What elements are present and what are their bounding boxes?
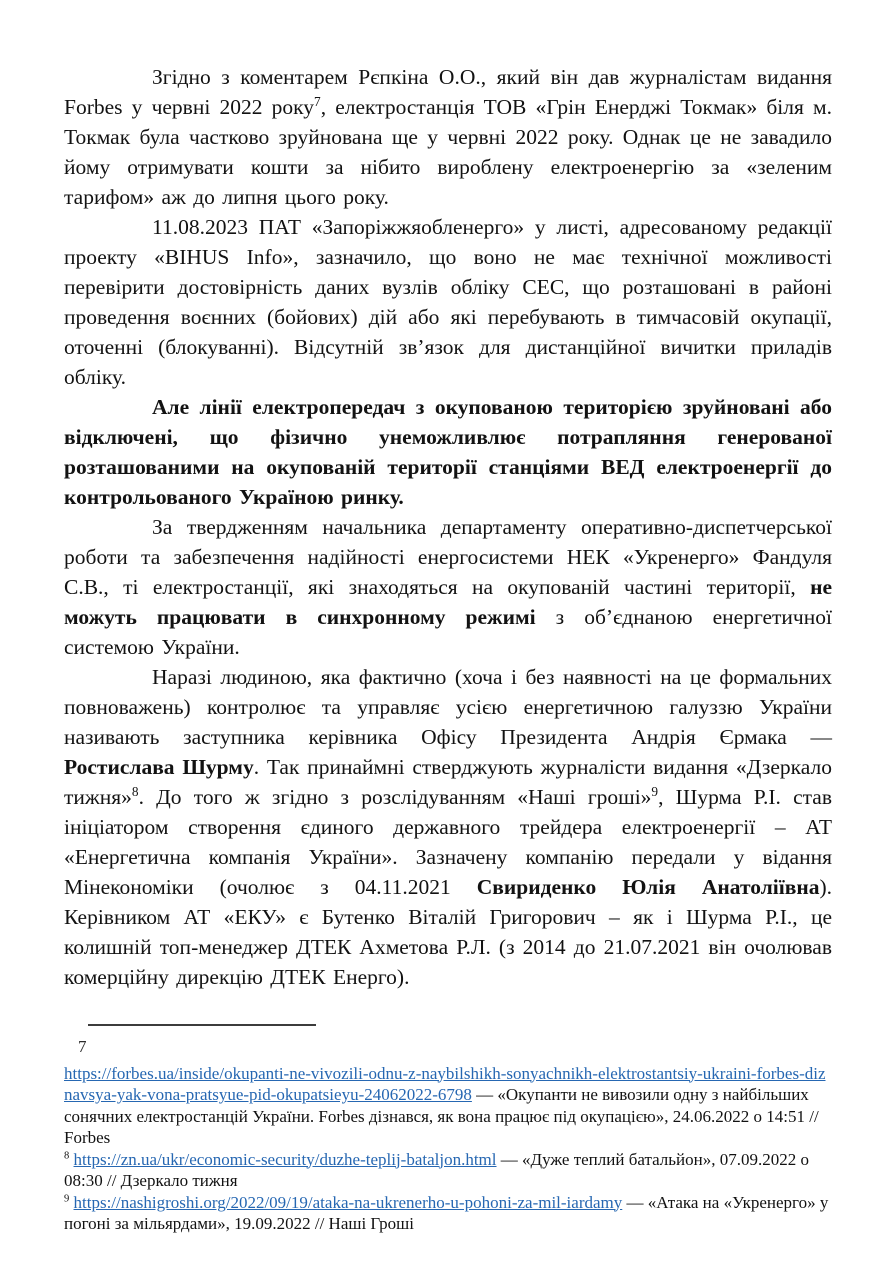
text-run: — «Дуже теплий батальйон», 07.09.2022 о 08:30 // Дзеркало тижня	[64, 1149, 809, 1190]
text-run: За твердженням начальника департаменту оперативно-диспетчерської роботи та забезпечення надійності енергосистеми НЕК «Укренерго» Фандуля С.В., ті електростанції, які знаходяться на окупованій частині території,	[64, 515, 832, 599]
footnote-ref: 8	[131, 783, 139, 799]
footnote-marker: 9	[64, 1192, 70, 1204]
footnote-marker: 7	[78, 1037, 87, 1056]
paragraph	[64, 212, 832, 392]
hyperlink[interactable]: https://forbes.ua/inside/okupanti-ne-vivozili-odnu-z-naybilshikh-sonyachnikh-elektrostantsiy-ukraini-forbes-diznavsya-yak-vona-pratsyue-pid-okupatsieyu-24062022-6798	[64, 1063, 826, 1104]
text-run: , електростанція ТОВ «Грін Енерджі Токмак» біля м. Токмак була частково зруйнована ще у червні 2022 року. Однак це не завадило йому отримувати кошти за нібито вироблену електроенергію за «зеленим тарифом» аж до липня цього року.	[64, 95, 833, 209]
bold-text: Але лінії електропередач з окупованою територією зруйновані або відключені, що фізично унеможливлює потрапляння генерованої розташованими на окупованій території станціями ВЕД електроенергії до контрольованого Україною ринку.	[64, 395, 832, 509]
text-run: 11.08.2023 ПАТ «Запоріжжяобленерго» у листі, адресованому редакції проекту «BIHUS Info», зазначило, що воно не має технічної можливості перевірити достовірність даних вузлів обліку СЕС, що розташовані в районі проведення воєнних (бойових) дій або які перебувають в тимчасовій окупації, оточенні (блокуванні). Відсутній зв’язок для дистанційної вичитки приладів обліку.	[64, 215, 832, 389]
text-run: . До того ж згідно з розслідуванням «Наші гроші»	[138, 785, 652, 809]
text-run: з об’єднаною енергетичної системою України.	[64, 605, 832, 659]
footnote-item	[64, 1036, 832, 1149]
text-run: , Шурма Р.І. став ініціатором створення єдиного державного трейдера електроенергії – АТ «Енергетична компанія України». Зазначену компанію передали у відання Мінекономіки (очолює з 04.11.2021	[64, 785, 832, 899]
text-run: ). Керівником АТ «ЕКУ» є Бутенко Віталій Григорович – як і Шурма Р.І., це колишній топ-менеджер ДТЕК Ахметова Р.Л. (з 2014 до 21.07.2021 він очолював комерційну дирекцію ДТЕК Енерго).	[64, 875, 832, 989]
footnote-ref: 9	[651, 783, 659, 799]
footnote-ref: 7	[314, 93, 321, 109]
footnote-marker: 8	[64, 1149, 70, 1161]
text-run: . Так принаймні стверджують журналісти видання «Дзеркало тижня»	[64, 755, 832, 809]
hyperlink[interactable]: https://zn.ua/ukr/economic-security/duzhe-teplij-bataljon.html	[73, 1149, 497, 1169]
bold-text: не можуть працювати в синхронному режимі	[64, 575, 832, 629]
text-run: Згідно з коментарем Рєпкіна О.О., який він дав журналістам видання Forbes у червні 2022 року	[64, 65, 832, 119]
footnote-item	[64, 1192, 832, 1235]
footnote-item	[64, 1149, 832, 1192]
hyperlink[interactable]: https://nashigroshi.org/2022/09/19/ataka-na-ukrenerho-u-pohoni-za-mil-iardamy	[73, 1192, 623, 1212]
footnotes-list	[64, 1036, 832, 1235]
bold-text: Ростислава Шурму	[64, 755, 254, 779]
footnote-separator	[88, 1024, 316, 1026]
bold-text: Свириденко Юлія Анатоліївна	[476, 875, 820, 899]
footnotes-section	[64, 1012, 832, 1235]
paragraph	[64, 662, 832, 992]
paragraph	[64, 62, 832, 212]
paragraph	[64, 392, 832, 512]
text-run: — «Окупанти не вивозили одну з найбільших сонячних електростанцій України. Forbes дізнався, як вона працює під окупацією», 24.06.2022 о 14:51 // Forbes	[64, 1085, 819, 1147]
paragraph	[64, 512, 832, 662]
text-run: — «Атака на «Укренерго» у погоні за мільярдами», 19.09.2022 // Наші Гроші	[64, 1192, 829, 1233]
document-body	[64, 62, 832, 992]
text-run: Наразі людиною, яка фактично (хоча і без наявності на це формальних повноважень) контролює та управляє усією енергетичною галуззю України називають заступника керівника Офісу Президента Андрія Єрмака —	[64, 665, 832, 749]
